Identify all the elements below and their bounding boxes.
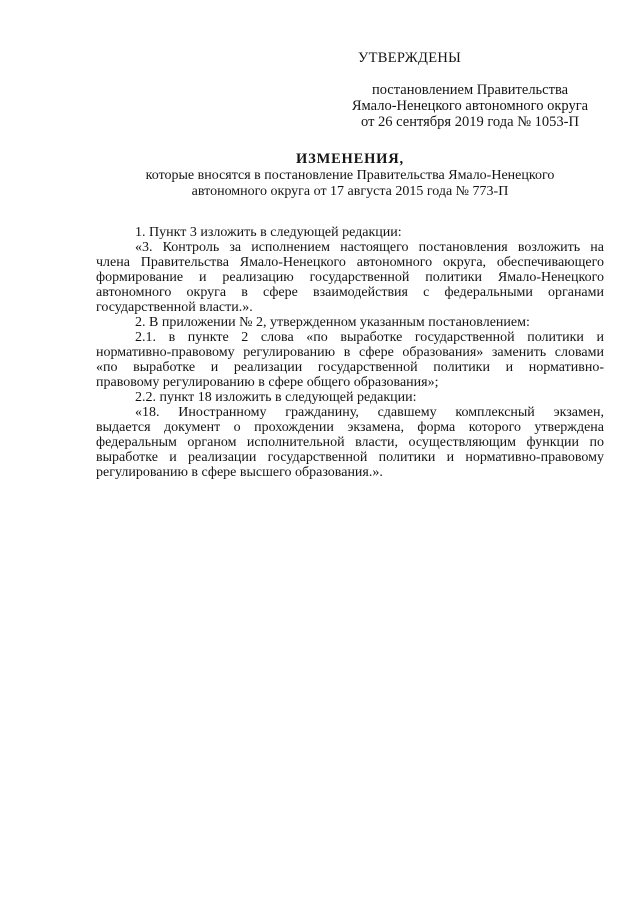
document-body [96, 225, 604, 480]
paragraph-line: 2.2. пункт 18 изложить в следующей редакции: [135, 390, 417, 405]
paragraph-line: выработке и реализации государственной политики и нормативно-правовому [96, 450, 604, 465]
paragraph-line: регулированию в сфере высшего образования.». [96, 465, 383, 480]
subtitle-line: которые вносятся в постановление Правительства Ямало-Ненецкого [145, 168, 555, 183]
approval-line: постановлением Правительства [371, 82, 569, 98]
paragraph-line: «по выработке и реализации государственной политики и нормативно- [96, 360, 604, 375]
document-subtitle [96, 168, 604, 200]
paragraph-4 [96, 330, 604, 390]
paragraph-line: выдается документ о прохождении экзамена, форма которого утверждена [96, 420, 604, 435]
subtitle-line: автономного округа от 17 августа 2015 года № 773-П [191, 184, 509, 199]
paragraph-line: члена Правительства Ямало-Ненецкого автономного округа, обеспечивающего [96, 255, 604, 270]
paragraph-line: 1. Пункт 3 изложить в следующей редакции: [135, 225, 402, 240]
approval-line: Ямало-Ненецкого автономного округа [351, 98, 589, 114]
paragraph-line: федеральным органом исполнительной власти, осуществляющим функции по [96, 435, 604, 450]
paragraph-line: государственной власти.». [96, 300, 253, 315]
paragraph-line: нормативно-правовому регулированию в сфере образования» заменить словами [96, 345, 604, 360]
approval-block [330, 82, 610, 130]
paragraph-2 [96, 240, 604, 315]
approval-line: от 26 сентября 2019 года № 1053-П [361, 114, 579, 130]
paragraph-line: 2. В приложении № 2, утвержденном указанным постановлением: [135, 315, 530, 330]
paragraph-line: «18. Иностранному гражданину, сдавшему комплексный экзамен, [135, 405, 604, 420]
paragraph-5 [96, 390, 604, 405]
document-title: ИЗМЕНЕНИЯ, [296, 151, 404, 167]
paragraph-line: правовому регулированию в сфере общего образования»; [96, 375, 439, 390]
paragraph-1 [96, 225, 604, 240]
paragraph-line: 2.1. в пункте 2 слова «по выработке государственной политики и [135, 330, 604, 345]
paragraph-line: формирование и реализацию государственной политики Ямало-Ненецкого [96, 270, 604, 285]
paragraph-3 [96, 315, 604, 330]
approved-label: УТВЕРЖДЕНЫ [358, 50, 462, 66]
paragraph-6 [96, 405, 604, 480]
paragraph-line: «3. Контроль за исполнением настоящего постановления возложить на [135, 240, 604, 255]
paragraph-line: автономного округа в сфере взаимодействия с федеральными органами [96, 285, 604, 300]
